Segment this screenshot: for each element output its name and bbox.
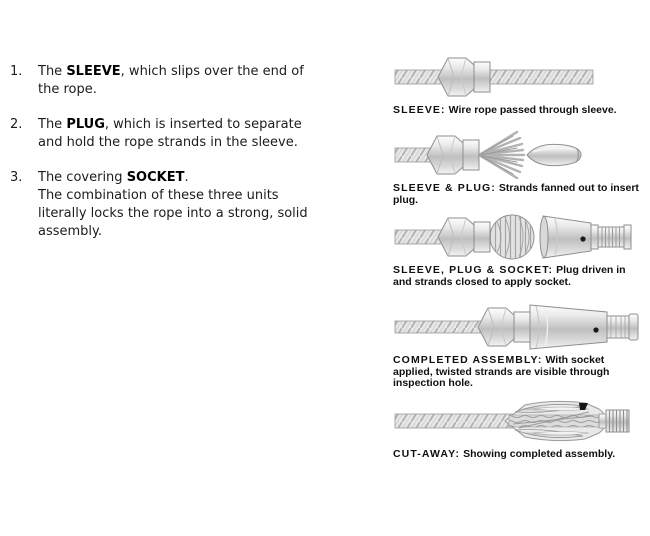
caption-label: CUT-AWAY: bbox=[393, 448, 461, 460]
item-text-pre: The bbox=[38, 117, 67, 132]
item-number: 3. bbox=[10, 170, 23, 185]
item-number: 1. bbox=[10, 64, 23, 79]
figure-caption bbox=[393, 449, 645, 461]
figure-sleeve-plug bbox=[393, 128, 647, 206]
instruction-list bbox=[10, 63, 340, 258]
caption-text: With socket applied, twisted strands are visible through inspection hole. bbox=[393, 354, 610, 389]
item-term: PLUG bbox=[66, 117, 105, 132]
completed-assembly-illustration bbox=[393, 300, 643, 354]
item-text bbox=[38, 169, 323, 241]
fanned-strands-and-plug-illustration bbox=[393, 128, 643, 182]
list-item bbox=[10, 116, 340, 152]
item-term: SOCKET bbox=[126, 170, 185, 185]
caption-label: COMPLETED ASSEMBLY: bbox=[393, 354, 543, 366]
caption-label: SLEEVE: bbox=[393, 104, 446, 116]
caption-text: Strands fanned out to insert plug. bbox=[393, 182, 639, 206]
figure-caption bbox=[393, 105, 645, 117]
cutaway-assembly-illustration bbox=[393, 394, 643, 448]
caption-label: SLEEVE, PLUG & SOCKET: bbox=[393, 264, 554, 276]
caption-text: Wire rope passed through sleeve. bbox=[448, 104, 617, 116]
item-number: 2. bbox=[10, 117, 23, 132]
caption-text: Showing completed assembly. bbox=[463, 448, 616, 460]
item-text-post: . bbox=[184, 170, 189, 185]
figure-caption bbox=[393, 265, 645, 288]
figure-sleeve bbox=[393, 50, 647, 117]
item-text-post: , which slips over the end of the rope. bbox=[38, 64, 304, 97]
item-continuation: The combination of these three units literally locks the rope into a strong, solid assembly. bbox=[38, 188, 308, 239]
item-term: SLEEVE bbox=[66, 64, 121, 79]
figure-caption bbox=[393, 183, 645, 206]
figure-sleeve-plug-socket bbox=[393, 210, 647, 288]
item-text-pre: The bbox=[38, 64, 67, 79]
item-text-pre: The covering bbox=[38, 170, 127, 185]
caption-label: SLEEVE & PLUG: bbox=[393, 182, 496, 194]
list-item bbox=[10, 169, 340, 241]
rope-through-sleeve-illustration bbox=[393, 50, 643, 104]
item-text bbox=[38, 63, 323, 99]
caption-text: Plug driven in and strands closed to apply socket. bbox=[393, 264, 626, 288]
item-text-post: , which is inserted to separate and hold the rope strands in the sleeve. bbox=[38, 117, 302, 150]
figure-cutaway bbox=[393, 394, 647, 461]
figure-caption bbox=[393, 355, 645, 390]
figure-completed-assembly bbox=[393, 300, 647, 390]
list-item bbox=[10, 63, 340, 99]
closed-strands-and-socket-illustration bbox=[393, 210, 643, 264]
item-text bbox=[38, 116, 323, 152]
